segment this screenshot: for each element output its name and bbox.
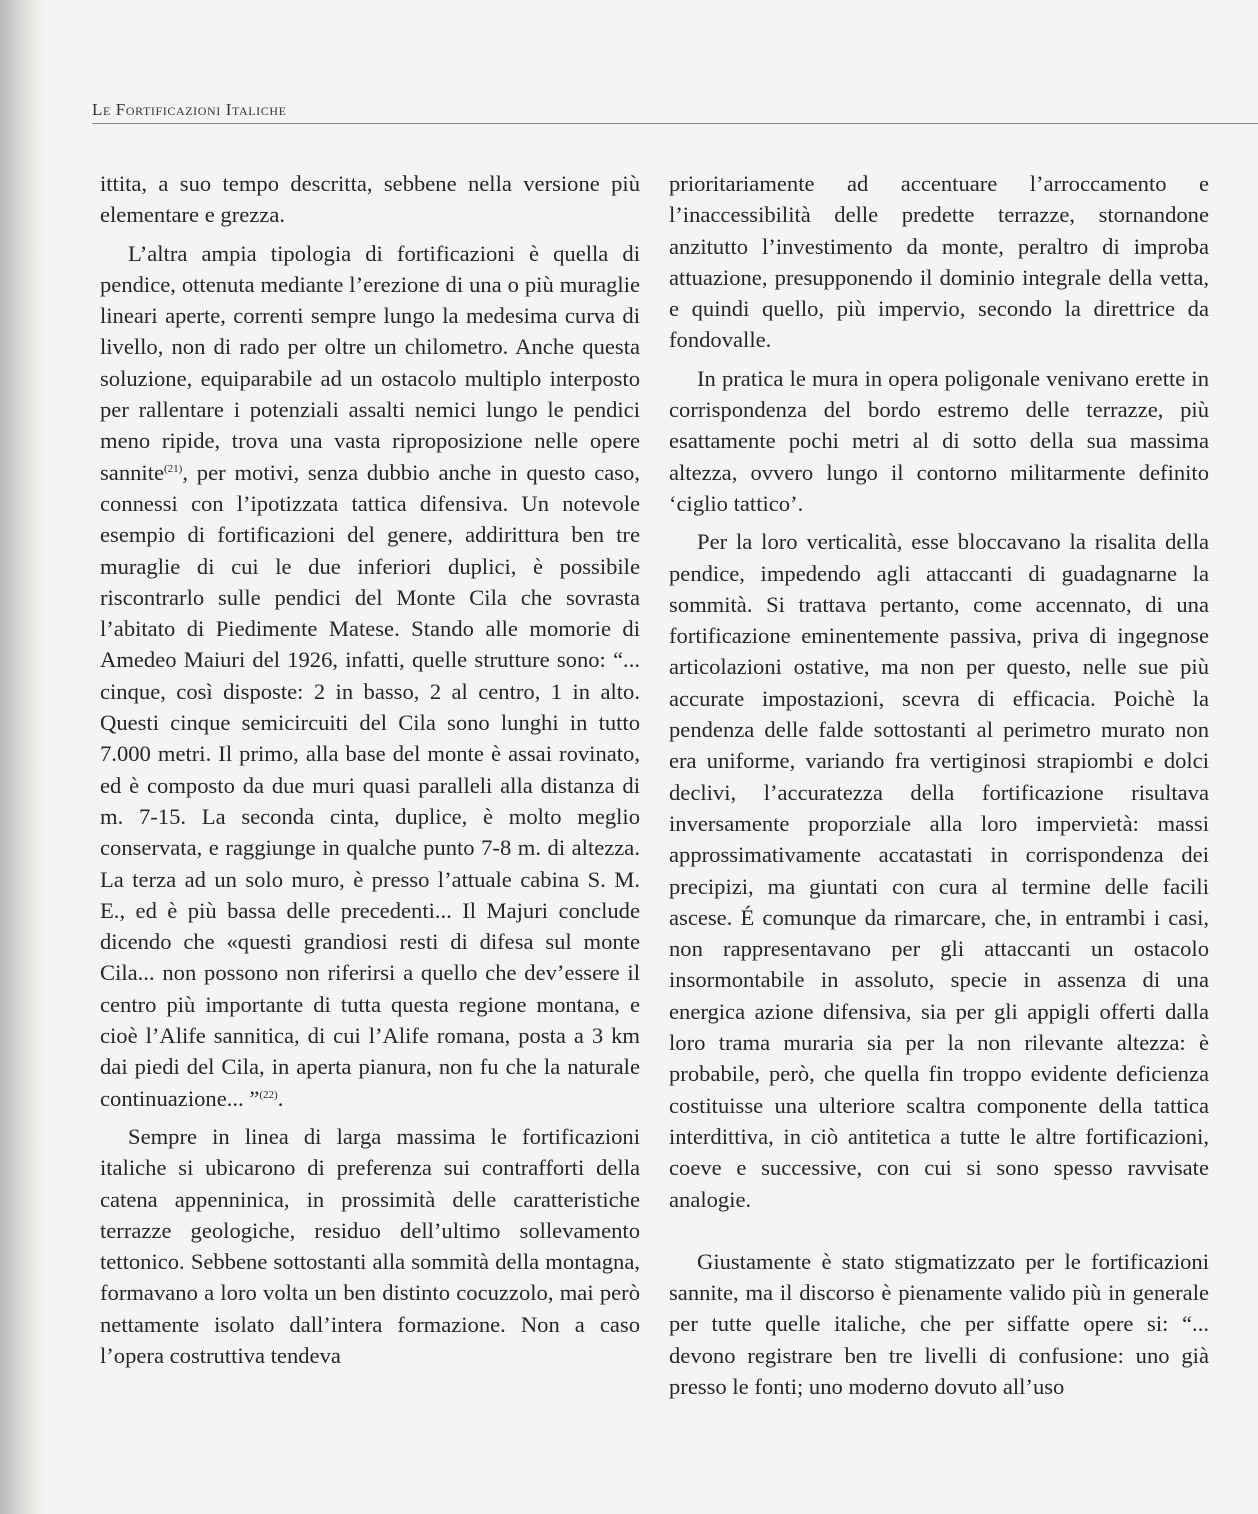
paragraph xyxy=(100,238,640,1114)
page-gutter-shadow xyxy=(0,0,46,1514)
paragraph-text: . xyxy=(277,1085,284,1111)
paragraph-text: L’altra ampia tipologia di fortificazioni è quella di pendice, ottenuta mediante l’erezione di una o più muraglie lineari aperte, correnti sempre lungo la medesima curva di livello, non di rado per oltre un chilometro. Anche questa soluzione, equiparabile ad un ostacolo multiplo interposto per rallentare i potenziali assalti nemici lungo le pendici meno ripide, trova una vasta riproposizione nelle opere sannite xyxy=(100,240,640,485)
footnote-ref: (22) xyxy=(259,1088,278,1101)
right-column xyxy=(669,168,1209,1409)
paragraph: prioritariamente ad accentuare l’arroccamento e l’inaccessibilità delle predette terrazze, stornandone anzitutto l’investimento da monte, peraltro di improba attuazione, presupponendo il dominio integrale della vetta, e quindi quello, più impervio, secondo la direttrice da fondovalle. xyxy=(669,171,1209,353)
running-head-title: Le Fortificazioni Italiche xyxy=(92,100,287,119)
paragraph: Sempre in linea di larga massima le fortificazioni italiche si ubicarono di preferenza sui contrafforti della catena appenninica, in prossimità delle caratteristiche terrazze geologiche, residuo dell’ultimo sollevamento tettonico. Sebbene sottostanti alla sommità della montagna, formavano a loro volta un ben distinto cocuzzolo, mai però nettamente isolato dall’intera formazione. Non a caso l’opera costruttiva tendeva xyxy=(100,1123,640,1368)
paragraph: Per la loro verticalità, esse bloccavano la risalita della pendice, impedendo agli attaccanti di guadagnarne la sommità. Si trattava pertanto, come accennato, di una fortificazione eminentemente passiva, priva di ingegnose articolazioni ostative, ma non per questo, nelle sue più accurate impostazioni, scevra di efficacia. Poichè la pendenza delle falde sottostanti al perimetro murato non era uniforme, variando fra vertiginosi strapiombi e dolci declivi, l’accuratezza della fortificazione risultava inversamente proporziale alla loro impervietà: massi approssimativamente accatastati in corrispondenza dei precipizi, ma giuntati con cura al termine delle facili ascese. É comunque da rimarcare, che, in entrambi i casi, non rappresentavano per gli attaccanti un ostacolo insormontabile in assoluto, specie in assenza di una energica azione difensiva, sia per gli appigli offerti dalla loro trama muraria sia per la non rilevante altezza: è probabile, però, che quella fin troppo evidente deficienza costituisse una ulteriore scaltra componente della tattica interdittiva, in ciò antitetica a tutte le altre fortificazioni, coeve e successive, con cui si sono spesso ravvisate analogie. xyxy=(669,529,1209,1212)
paragraph: In pratica le mura in opera poligonale venivano erette in corrispondenza del bordo estremo delle terrazze, più esattamente pochi metri al di sotto della sua massima altezza, ovvero lungo il contorno militarmente definito ‘ciglio tattico’. xyxy=(669,365,1209,516)
paragraph: Giustamente è stato stigmatizzato per le fortificazioni sannite, ma il discorso è pienamente valido più in generale per tutte quelle italiche, che per siffatte opere si: “... devono registrare ben tre livelli di confusione: uno già presso le fonti; uno moderno dovuto all’uso xyxy=(669,1248,1209,1399)
running-head xyxy=(92,100,1258,124)
footnote-ref: (21) xyxy=(164,462,183,475)
paragraph-text: , per motivi, senza dubbio anche in questo caso, connessi con l’ipotizzata tattica difensiva. Un notevole esempio di fortificazioni del genere, addirittura ben tre muraglie di cui le due inferiori duplici, è possibile riscontrarlo sulle pendici del Monte Cila che sovrasta l’abitato di Piedimente Matese. Stando alle momorie di Amedeo Maiuri del 1926, infatti, quelle strutture sono: “... cinque, così disposte: 2 in basso, 2 al centro, 1 in alto. Questi cinque semicircuiti del Cila sono lunghi in tutto 7.000 metri. Il primo, alla base del monte è assai rovinato, ed è composto da due muri quasi paralleli alla distanza di m. 7-15. La seconda cinta, duplice, è molto meglio conservata, e raggiunge in qualche punto 7-8 m. di altezza. La terza ad un solo muro, è presso l’attuale cabina S. M. E., ed è più bassa delle precedenti... Il Majuri conclude dicendo che «questi grandiosi resti di difesa sul monte Cila... non possono non riferirsi a quello che dev’essere il centro più importante di tutta questa regione montana, e cioè l’Alife sannitica, di cui l’Alife romana, posta a 3 km dai piedi del Cila, in aperta pianura, non fu che la naturale continuazione... ” xyxy=(100,459,640,1111)
left-column xyxy=(100,168,640,1378)
paragraph: ittita, a suo tempo descritta, sebbene nella versione più elementare e grezza. xyxy=(100,171,640,228)
